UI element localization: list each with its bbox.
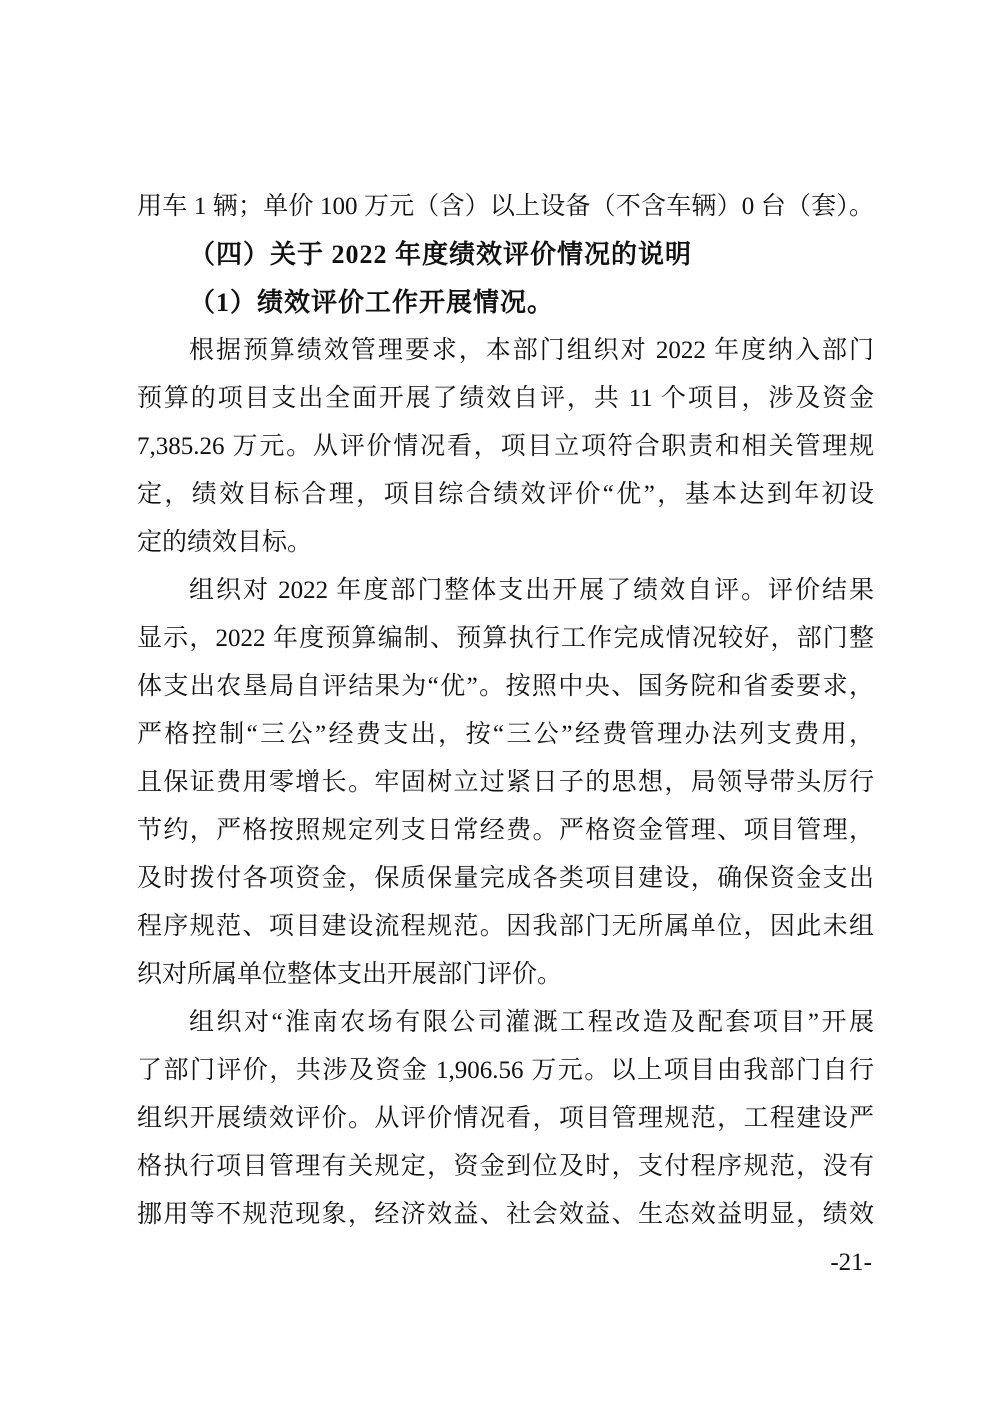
text-line: 组织对 2022 年度部门整体支出开展了绩效自评。评价结果 [189,577,874,604]
text-line: 体支出农垦局自评结果为“优”。按照中央、国务院和省委要求， [137,673,874,700]
page-number: -21- [830,1249,872,1276]
subsection-heading-1: （1）绩效评价工作开展情况。 [189,288,555,317]
text-line: 及时拨付各项资金，保质保量完成各类项目建设，确保资金支出 [137,865,874,892]
text-line: 组织对“淮南农场有限公司灌溉工程改造及配套项目”开展 [189,1009,874,1036]
text-line: 预算的项目支出全面开展了绩效自评，共 11 个项目，涉及资金 [137,385,874,412]
text-line: 定的绩效目标。 [137,529,313,556]
text-line: 了部门评价，共涉及资金 1,906.56 万元。以上项目由我部门自行 [137,1057,874,1084]
text-line: 严格控制“三公”经费支出，按“三公”经费管理办法列支费用， [137,721,874,748]
text-line: 程序规范、项目建设流程规范。因我部门无所属单位，因此未组 [137,913,874,940]
text-line: 挪用等不规范现象，经济效益、社会效益、生态效益明显，绩效 [137,1201,874,1228]
text-line: 组织开展绩效评价。从评价情况看，项目管理规范，工程建设严 [137,1105,874,1132]
text-line: 格执行项目管理有关规定，资金到位及时，支付程序规范，没有 [137,1153,874,1180]
text-line: 7,385.26 万元。从评价情况看，项目立项符合职责和相关管理规 [137,433,874,460]
text-line: 织对所属单位整体支出开展部门评价。 [137,961,563,988]
text-line: 显示，2022 年度预算编制、预算执行工作完成情况较好，部门整 [137,625,874,652]
text-line: 根据预算绩效管理要求，本部门组织对 2022 年度纳入部门 [189,337,874,364]
text-line: 用车 1 辆；单价 100 万元（含）以上设备（不含车辆）0 台（套）。 [137,193,874,220]
text-line: 定，绩效目标合理，项目综合绩效评价“优”，基本达到年初设 [137,481,874,508]
section-heading-4: （四）关于 2022 年度绩效评价情况的说明 [189,240,693,269]
document-body [137,183,874,1239]
text-line: 节约，严格按照规定列支日常经费。严格资金管理、项目管理， [137,817,874,844]
text-line: 且保证费用零增长。牢固树立过紧日子的思想，局领导带头厉行 [137,769,874,796]
